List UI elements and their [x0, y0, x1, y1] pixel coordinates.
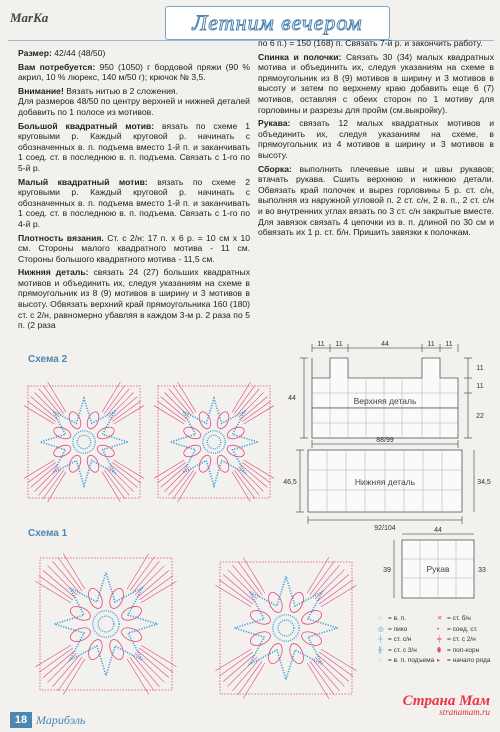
footer	[10, 712, 490, 730]
legend-text: = начало ряда	[447, 657, 491, 664]
stitch-symbol-icon: ◎	[378, 625, 384, 633]
stitch-symbol-icon: ○	[378, 615, 382, 622]
dim-label: 22	[476, 413, 484, 420]
crochet-motif	[154, 382, 274, 502]
stitch-symbol-icon: ◌	[378, 657, 382, 664]
scheme-2-chart	[18, 364, 280, 514]
stitch-symbol-icon: ✕	[437, 615, 443, 622]
materials-paragraph: Вам потребуется: 950 (1050) г бордовой пряжи (90 % акрил, 10 % люрекс, 140 м/50 г); крючок № 3,5.	[18, 61, 250, 83]
assembly-paragraph: Сборка: выполнить плечевые швы и швы рукавов; втачать рукава. Сшить верхнюю и нижнюю детали. Обвязать край полочек и вырез горловины 5 р. ст. с/н, выполняя из наружной угловой п. 2 ст. с/н, 2 в. п., 2 ст. с/н и во внутренних углах вязать по 3 ст. с/н закрытые вместе. Для завязок связать 4 цепочки из в. п. длиной по 30 см и обвязать их 1 р. ст. б/н. Пришить завязки к полочкам.	[258, 163, 494, 238]
gauge-paragraph: Плотность вязания. Ст. с 2/н: 17 п. x 6 р. = 10 см x 10 см. Стороны малого квадратного мотива - 11 см. Стороны большого квадратного мотива - 11,5 см.	[18, 232, 250, 264]
stitch-symbol-icon: ╪	[437, 636, 442, 643]
legend-text: = в. п. подъема	[388, 657, 435, 664]
left-column	[18, 48, 250, 334]
dim-label: 11	[335, 341, 343, 348]
legend-text: = ст. с/н	[388, 636, 412, 643]
dim-label: 11	[317, 341, 325, 348]
legend-item	[378, 635, 437, 646]
dim-label: 11	[445, 341, 453, 348]
legend-item	[437, 646, 496, 657]
size-note-paragraph: Для размеров 48/50 по центру верхней и нижней деталей добавить по 1 полосе из мотивов.	[18, 96, 250, 117]
legend-text: = ст. б/н	[447, 615, 471, 622]
right-column	[258, 38, 494, 241]
legend-item	[378, 646, 437, 657]
bottom-part-paragraph: Нижняя деталь: связать 24 (27) больших квадратных мотивов и объединить их, следуя указаниям на схеме в прямоугольник из 8 (9) мотивов в ширину и 3 мотивов в высоту. Обвязать верхний край прямоугольника 160 (180) ст. с 2/н, равномерно убавляя в каждом 3-м р. 2 раза по 5 п. (2 раза	[18, 267, 251, 331]
page-title-text: Летним вечером	[192, 10, 363, 35]
dim-label: 44	[434, 527, 442, 534]
legend-item	[437, 625, 496, 636]
legend-text: = поп-корн	[447, 646, 480, 654]
large-motif-paragraph: Большой квадратный мотив: вязать по схеме 1 круговыми р. Каждый круговой р. начинать с обозначенных в. п. подъема вместо 1-й п. и заканчивать 1 соед. ст. в последнюю в. п. подъема. Связать с 1-го по 5-й р.	[18, 120, 250, 173]
crochet-motif	[35, 553, 176, 694]
stitch-symbol-icon: ▸	[437, 657, 441, 664]
stitch-symbol-icon: ⬮	[437, 646, 442, 654]
size-paragraph: Размер: 42/44 (48/50)	[18, 48, 106, 58]
legend-text: = в. п.	[388, 615, 406, 622]
legend-text: = ст. с 3/н	[388, 646, 417, 654]
magazine-name: Марибэль	[36, 713, 86, 727]
bottom-part-continued: по 6 п.) = 150 (168) п. Связать 7-й р. и закончить работу.	[258, 38, 483, 48]
crochet-motif	[24, 382, 144, 502]
legend-item	[437, 656, 496, 667]
legend-item	[378, 656, 437, 667]
legend	[378, 614, 496, 667]
stitch-symbol-icon: ╫	[378, 646, 383, 654]
stitch-symbol-icon: •	[437, 625, 440, 633]
dim-label: 11	[427, 341, 435, 348]
scheme-1-label: Схема 1	[28, 528, 68, 539]
bottom-piece-label: Нижняя деталь	[354, 477, 416, 487]
watermark: Страна Мам stranamam.ru	[402, 693, 490, 717]
dim-label: 44	[381, 341, 389, 348]
legend-text: = соед. ст.	[447, 625, 478, 633]
top-piece-label: Верхняя деталь	[353, 396, 417, 406]
small-motif-paragraph: Малый квадратный мотив: вязать по схеме 2 круговыми р. Каждый круговой р. начинать с обозначенных в. п. подъема вместо 1-й п. и заканчивать 1 соед. ст. в последнюю в. п. подъема. Связать с 1-го по 4-й р.	[18, 176, 250, 229]
page-title	[165, 6, 390, 40]
legend-item	[378, 625, 437, 636]
legend-item	[437, 635, 496, 646]
dim-label: 11	[476, 365, 484, 372]
dim-label: 11	[476, 383, 484, 390]
dim-label: 46,5	[283, 479, 297, 486]
sleeve-label: Рукав	[426, 564, 450, 574]
legend-item	[378, 614, 437, 625]
scheme-2-label: Схема 2	[28, 354, 68, 365]
dim-label: 92/104	[374, 525, 396, 532]
dim-label: 44	[288, 395, 296, 402]
header	[10, 6, 495, 42]
crochet-motif	[215, 557, 356, 698]
legend-text: = пико	[388, 625, 408, 633]
brand-logo: MarKa	[10, 10, 49, 25]
stitch-symbol-icon: ┼	[378, 636, 383, 643]
dim-label: 39	[383, 567, 391, 574]
legend-item	[437, 614, 496, 625]
page-number: 18	[10, 712, 32, 728]
dim-label: 88/99	[376, 437, 394, 444]
dim-label: 34,5	[477, 479, 491, 486]
attention-paragraph: Внимание! Вязать нитью в 2 сложения.	[18, 85, 178, 96]
scheme-1-chart	[18, 538, 373, 710]
dim-label: 33	[478, 567, 486, 574]
sleeves-paragraph: Рукава: связать 12 малых квадратных мотивов и объединить их, следуя указаниям на схеме, в прямоугольник из 4 мотивов в ширину и 3 мотивов в высоту.	[258, 118, 494, 160]
back-fronts-paragraph: Спинка и полочки: Связать 30 (34) малых квадратных мотива и объединить их, следуя указаниям на схеме в прямоугольник из 8 (9) мотивов в ширину и 3 мотивов в высоту и затем по верхнему краю добавить еще 6 (7) мотивов, оставляя с обеих сторон по 1 мотиву для горловины и разрезы для пройм (см.выкройку).	[258, 51, 494, 115]
legend-text: = ст. с 2/н	[447, 636, 476, 643]
